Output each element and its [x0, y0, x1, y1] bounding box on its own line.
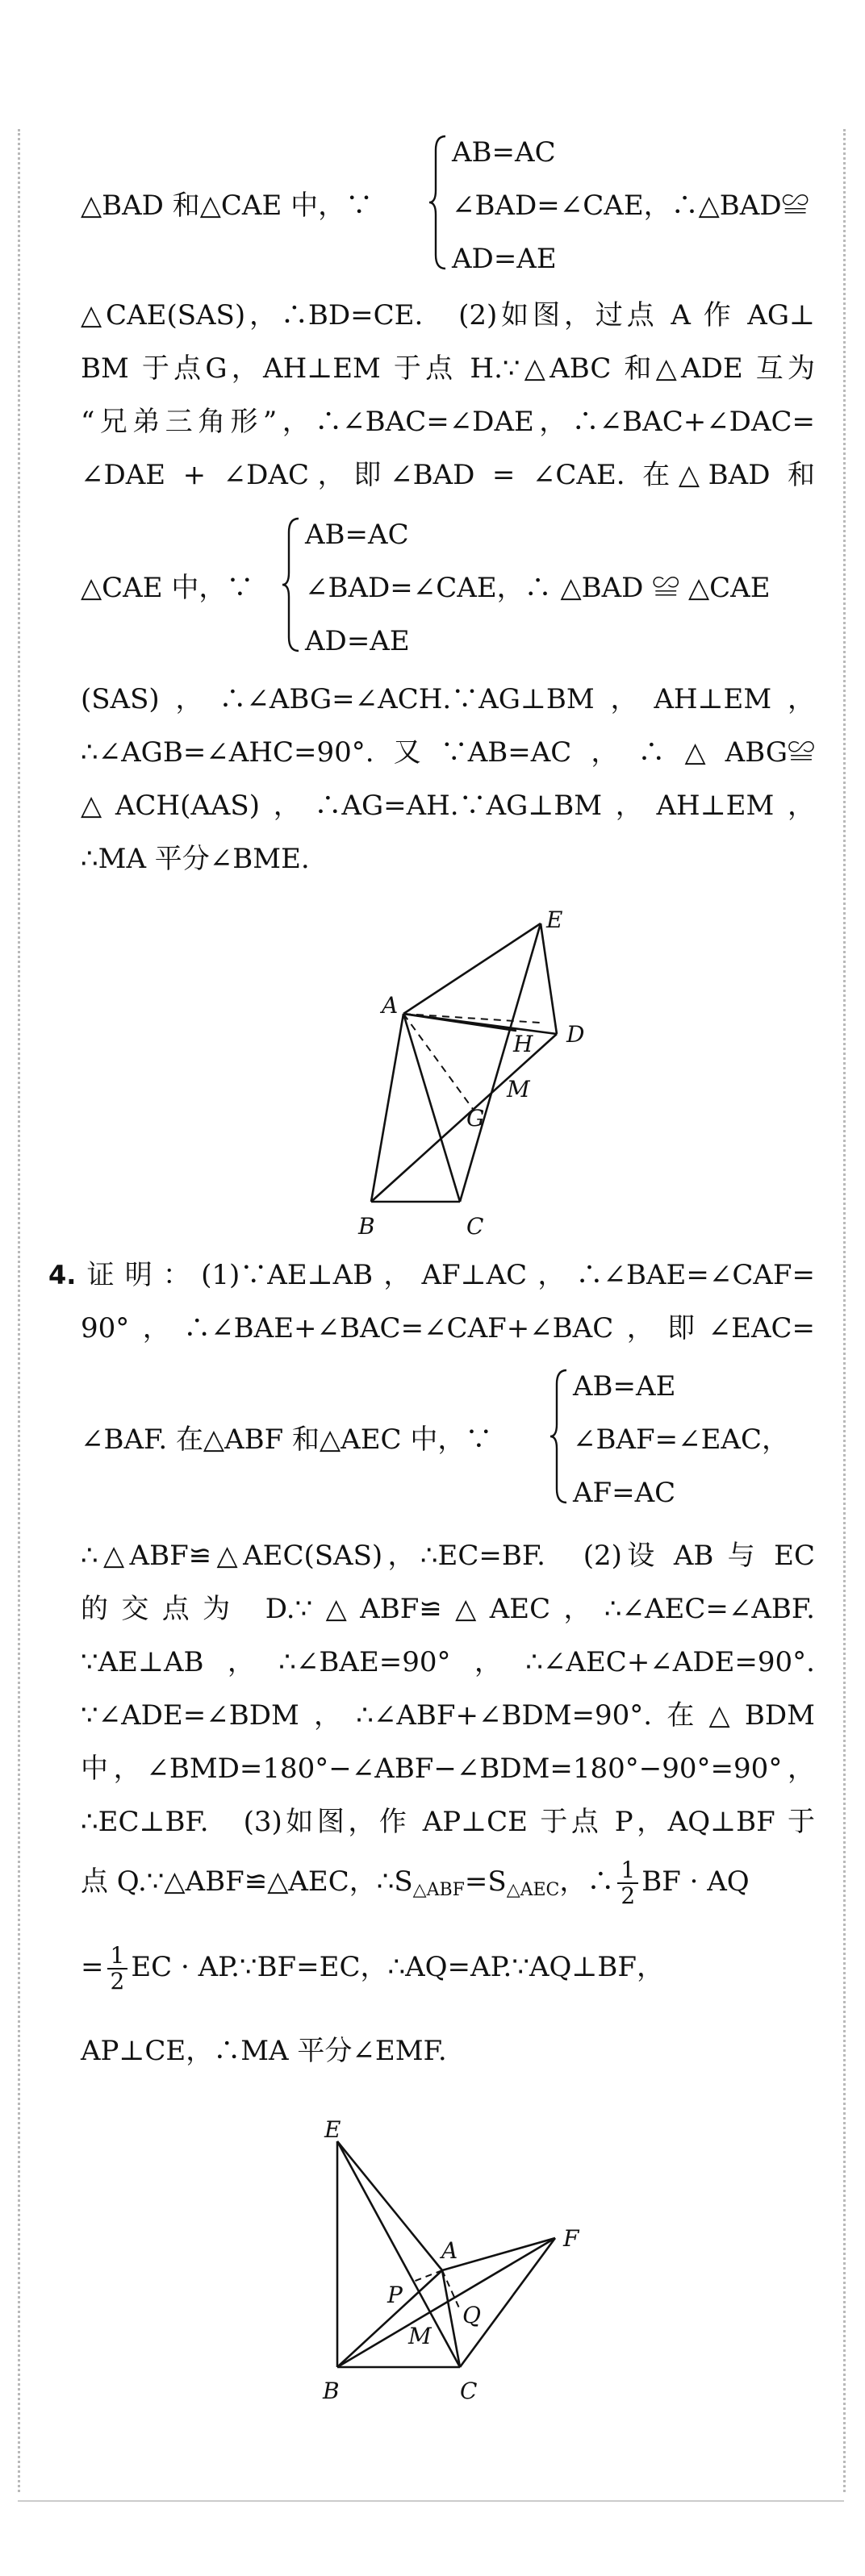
- s-abf-subscript: △ABF: [412, 1880, 465, 1900]
- fraction-numerator: 1: [617, 1858, 638, 1884]
- p4-line-10: [81, 1858, 815, 1909]
- p4-line-12: AP⊥CE，∴MA 平分∠EMF.: [81, 2035, 447, 2067]
- p3-system-1: [81, 134, 823, 279]
- fraction-numerator-2: 1: [107, 1944, 128, 1970]
- fig1-label-A: A: [382, 992, 399, 1019]
- p4-line-4: ∴△ABF≌△AEC(SAS)，∴EC=BF. (2)设 AB 与 EC: [81, 1540, 815, 1572]
- p3-line-7: (SAS)，∴∠ABG=∠ACH.∵AG⊥BM，AH⊥EM，: [81, 683, 815, 715]
- p4-line-9: ∴EC⊥BF. (3)如图，作 AP⊥CE 于点 P，AQ⊥BF 于: [81, 1806, 815, 1838]
- fraction-one-half: [617, 1858, 638, 1908]
- fig1-label-H: H: [513, 1031, 533, 1057]
- p3-sys2-row3: AD=AE: [305, 625, 410, 657]
- p4-figure: [315, 2097, 605, 2420]
- fig2-label-A: A: [441, 2237, 458, 2264]
- s-aec-subscript: △AEC: [506, 1880, 560, 1900]
- fig2-label-E: E: [324, 2116, 341, 2143]
- p4-sys-row1: AB=AE: [573, 1370, 676, 1403]
- p3-sys2-row2: ∠BAD=∠CAE，∴ △BAD ≌ △CAE: [305, 572, 771, 604]
- fraction-denominator-2: 2: [110, 1968, 125, 1995]
- fig1-label-G: G: [466, 1105, 485, 1132]
- p4-line-8: 中，∠BMD=180°−∠ABF−∠BDM=180°−90°=90°，: [81, 1753, 815, 1785]
- p4-line-5: 的交点为 D.∵△ABF≌△AEC，∴∠AEC=∠ABF.: [81, 1593, 815, 1625]
- p3-sys1-row3: AD=AE: [452, 243, 557, 275]
- p3-line-9: △ACH(AAS)，∴AG=AH.∵AG⊥BM，AH⊥EM，: [81, 790, 815, 822]
- fig2-label-C: C: [460, 2378, 478, 2404]
- p3-line-10: ∴MA 平分∠BME.: [81, 843, 310, 875]
- fig1-label-D: D: [566, 1021, 585, 1048]
- p4-line-7: ∵∠ADE=∠BDM，∴∠ABF+∠BDM=90°.在△BDM: [81, 1699, 815, 1732]
- p4-system: [81, 1368, 823, 1513]
- p4-line-11: [81, 1944, 815, 1994]
- p3-system-2: [81, 516, 823, 661]
- p4-line-10-b: =S: [464, 1865, 507, 1898]
- p4-sys-prefix: ∠BAF. 在△ABF 和△AEC 中，∵: [81, 1423, 493, 1456]
- p4-line-1: [48, 1257, 815, 1294]
- p3-line-2: △CAE(SAS)，∴BD=CE. (2)如图，过点 A 作 AG⊥: [81, 299, 815, 331]
- p3-sys2-brace: [281, 516, 302, 653]
- fig2-label-B: B: [323, 2378, 340, 2404]
- p4-line-6: ∵AE⊥AB，∴∠BAE=90°，∴∠AEC+∠ADE=90°.: [81, 1646, 815, 1678]
- p4-line-1-text: 证明：(1)∵AE⊥AB，AF⊥AC，∴∠BAE=∠CAF=: [76, 1259, 815, 1291]
- p4-line-2: 90°，∴∠BAE+∠BAC=∠CAF+∠BAC，即∠EAC=: [81, 1312, 815, 1344]
- p4-sys-brace: [549, 1368, 570, 1505]
- p4-line-10-c: ，∴: [559, 1865, 615, 1898]
- p4-line-11-b: EC · AP.∵BF=EC，∴AQ=AP.∵AQ⊥BF，: [131, 1951, 664, 1983]
- fraction-one-half-2: [107, 1944, 128, 1994]
- left-dotted-margin: [18, 129, 20, 2492]
- p3-sys1-prefix: △BAD 和△CAE 中，∵: [81, 190, 374, 222]
- bottom-rule: [18, 2500, 844, 2502]
- p3-line-5: ∠DAE + ∠DAC，即∠BAD = ∠CAE. 在△BAD 和: [81, 459, 815, 491]
- fig2-label-M: M: [408, 2323, 432, 2349]
- p3-sys2-row1: AB=AC: [305, 519, 409, 551]
- fig2-label-F: F: [563, 2225, 579, 2252]
- p4-line-11-a: =: [81, 1951, 104, 1983]
- right-dotted-margin: [843, 129, 846, 2492]
- fig1-label-E: E: [546, 907, 563, 933]
- fig2-label-P: P: [387, 2282, 403, 2308]
- p3-sys2-prefix: △CAE 中，∵: [81, 572, 254, 604]
- p3-line-4: “兄弟三角形”，∴∠BAC=∠DAE，∴∠BAC+∠DAC=: [81, 406, 815, 438]
- p3-sys1-row2: ∠BAD=∠CAE，∴△BAD≌: [452, 190, 809, 222]
- fig2-label-Q: Q: [462, 2302, 481, 2328]
- p4-line-10-a: 点 Q.∵△ABF≌△AEC，∴S: [81, 1865, 413, 1898]
- fig1-label-B: B: [358, 1213, 375, 1240]
- p4-sys-row3: AF=AC: [573, 1477, 676, 1509]
- fraction-denominator: 2: [621, 1882, 636, 1909]
- p4-sys-row2: ∠BAF=∠EAC，: [573, 1423, 789, 1456]
- p3-sys1-brace: [428, 134, 449, 271]
- p3-figure: [355, 903, 621, 1242]
- problem-number: 4.: [48, 1260, 77, 1290]
- p3-line-3: BM 于点G，AH⊥EM 于点 H.∵△ABC 和△ADE 互为: [81, 352, 815, 385]
- p3-line-8: ∴∠AGB=∠AHC=90°.又∵AB=AC，∴△ABG≌: [81, 736, 815, 769]
- p3-sys1-row1: AB=AC: [452, 136, 556, 169]
- p4-line-10-d: BF · AQ: [641, 1865, 750, 1898]
- fig1-label-M: M: [507, 1076, 530, 1103]
- fig1-label-C: C: [466, 1213, 484, 1240]
